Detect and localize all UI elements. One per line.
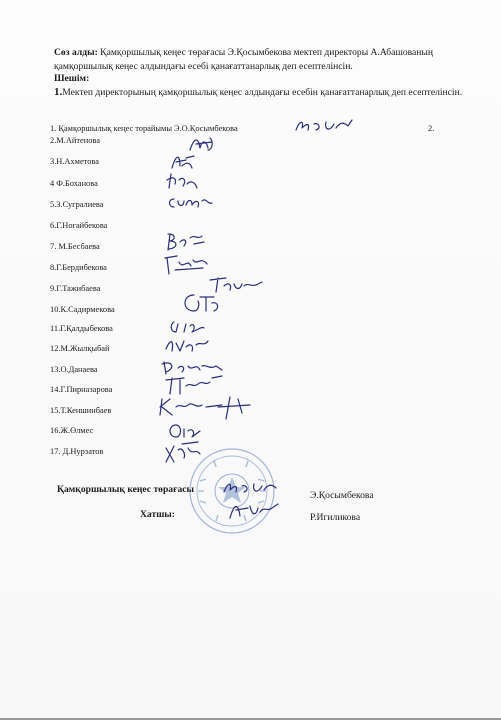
member-line: 15.Т.Кеншинбаев <box>50 406 112 415</box>
signature <box>162 335 212 357</box>
secretary-name: Р.Игиликова <box>310 512 361 523</box>
member-line: 8.Г.Бердибекова <box>50 263 107 272</box>
signature <box>156 393 256 423</box>
secretary-title: Хатшы: <box>140 509 175 520</box>
member-line: 12.М.Жылқыбай <box>50 344 110 353</box>
member-line: 16.Ж.Өлмес <box>50 426 94 435</box>
signature <box>164 230 208 254</box>
member-line: 7. М.Бесбаева <box>50 242 100 251</box>
decision-paragraph <box>54 86 474 99</box>
secretary-signature <box>226 498 282 524</box>
member-line: 11.Г.Қалдыбекова <box>50 324 113 333</box>
member-line: 17. Д.Нурзатов <box>50 447 104 456</box>
signature <box>294 116 354 138</box>
signature <box>165 170 201 192</box>
signature <box>168 150 198 172</box>
decision-text: Мектеп директорының қамқоршылық кеңес алдындағы есебін қанағаттанарлық деп есептелінсін. <box>62 87 463 98</box>
intro-label: Сөз алды: <box>54 47 98 58</box>
member-line: 13.О.Данаева <box>50 365 98 374</box>
page-number: 2. <box>428 124 435 133</box>
decision-number: 1. <box>54 86 63 98</box>
member-line: 9.Г.Тажибаева <box>50 284 101 293</box>
member-line: 1. Қамқоршылық кеңес торайымы Э.О.Қосымбекова <box>50 124 238 133</box>
signature <box>168 318 210 336</box>
intro-text: Қамқоршылық кеңес төрағасы Э.Қосымбекова мектеп директоры А.Абашованың қамқоршылық кеңес алдындағы есебі қанағаттанарлық деп есептелінсін. <box>54 47 434 72</box>
member-line: 14.Г.Пирназарова <box>50 385 113 394</box>
member-line: 3.Н.Ахметова <box>50 157 99 166</box>
decision-label: Шешім: <box>54 73 90 84</box>
member-line: 4 Ф.Боханова <box>50 179 98 188</box>
signature <box>166 421 206 441</box>
member-line: 5.З.Сугралиева <box>50 200 104 209</box>
signature <box>180 291 222 315</box>
chair-name: Э.Қосымбекова <box>310 490 374 501</box>
signature <box>163 252 211 278</box>
member-line: 6.Г.Ногайбекова <box>50 221 108 230</box>
member-line: 2.М.Айтенова <box>50 136 100 145</box>
signature <box>166 193 216 213</box>
intro-paragraph <box>54 46 464 74</box>
member-line: 10.К.Садирмекова <box>50 305 115 314</box>
chair-title: Қамқоршылық кеңес төрағасы <box>57 484 194 495</box>
